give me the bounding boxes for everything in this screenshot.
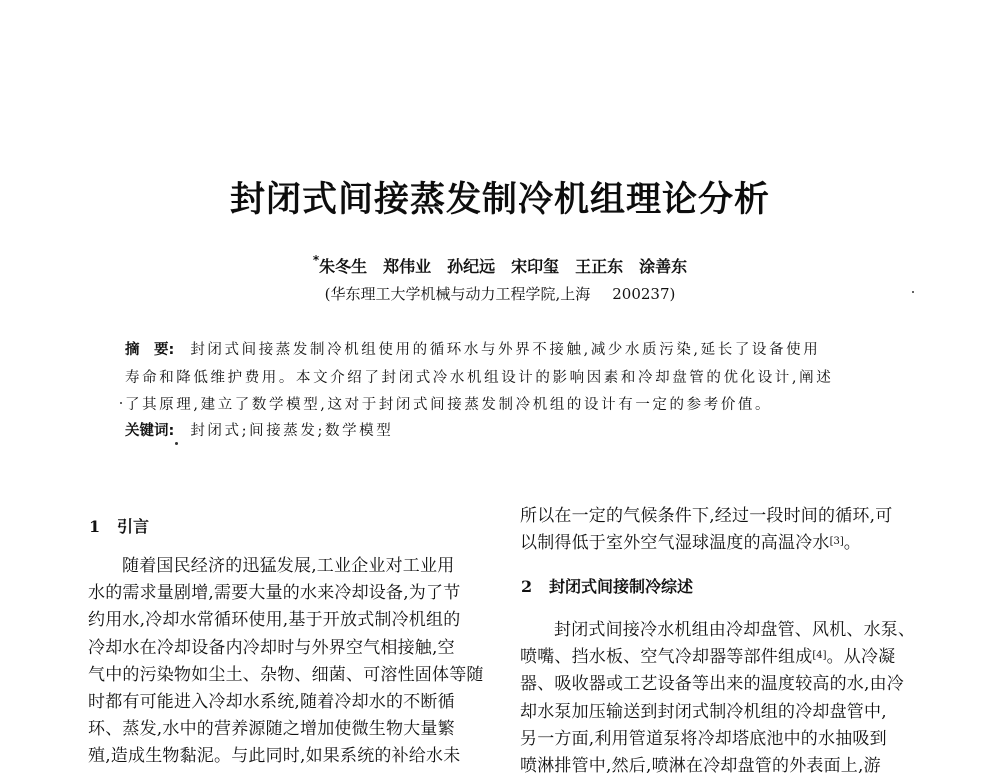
section-number: 1	[89, 517, 101, 536]
keywords-text: 封闭式;间接蒸发;数学模型	[190, 422, 394, 439]
author-name: 朱冬生	[319, 257, 368, 276]
body-line: 器、吸收器或工艺设备等出来的温度较高的水,由冷	[520, 674, 905, 695]
citation-ref: [4]	[812, 650, 827, 662]
author-name: 孙纪远	[447, 257, 496, 276]
section-heading-1	[89, 514, 149, 537]
body-line: 殖,造成生物黏泥。与此同时,如果系统的补给水未	[88, 746, 461, 767]
abstract-label: 摘 要:	[125, 342, 175, 358]
affiliation	[0, 283, 1000, 304]
citation-ref: [3]	[829, 536, 844, 548]
section-number: 2	[521, 577, 533, 596]
abstract-line: 摘 要: 封闭式间接蒸发制冷机组使用的循环水与外界不接触,减少水质污染,延长了设备使用	[125, 342, 821, 358]
scan-speck	[120, 402, 122, 404]
right-column-intro	[520, 503, 920, 557]
body-line: 水的需求量剧增,需要大量的水来冷却设备,为了节	[88, 583, 461, 604]
author-name: 涂善东	[639, 257, 688, 276]
body-line: 喷嘴、挡水板、空气冷却器等部件组成[4]。从冷凝	[520, 647, 896, 668]
section-title: 引言	[117, 517, 150, 536]
body-line: 另一方面,利用管道泵将冷却塔底池中的水抽吸到	[520, 728, 887, 749]
body-line: 随着国民经济的迅猛发展,工业企业对工业用	[122, 556, 455, 576]
scan-speck	[175, 442, 178, 445]
left-column-body	[88, 553, 488, 771]
body-line: 封闭式间接冷水机组由冷却盘管、风机、水泵、	[554, 620, 916, 640]
body-line: 冷却水在冷却设备内冷却时与外界空气相接触,空	[88, 637, 455, 658]
body-line: 以制得低于室外空气湿球温度的高温冷水[3]。	[520, 533, 861, 554]
author-name: 郑伟业	[383, 257, 432, 276]
body-line: 却水泵加压输送到封闭式制冷机组的冷却盘管中,	[520, 701, 887, 722]
body-line: 约用水,冷却水常循环使用,基于开放式制冷机组的	[88, 610, 461, 631]
abstract-block	[125, 337, 890, 445]
body-line: 环、蒸发,水中的营养源随之增加使微生物大量繁	[88, 719, 455, 740]
body-line: 气中的污染物如尘土、杂物、细菌、可溶性固体等随	[88, 664, 484, 685]
author-list	[0, 254, 1000, 277]
abstract-line: 了其原理,建立了数学模型,这对于封闭式间接蒸发制冷机组的设计有一定的参考价值。	[125, 397, 773, 413]
section-heading-2	[521, 574, 693, 597]
body-line: 时都有可能进入冷却水系统,随着冷却水的不断循	[88, 692, 455, 713]
abstract-line: 寿命和降低维护费用。本文介绍了封闭式冷水机组设计的影响因素和冷却盘管的优化设计,阐述	[125, 369, 834, 386]
keywords-label: 关键词:	[125, 422, 175, 439]
body-line: 所以在一定的气候条件下,经过一段时间的循环,可	[520, 506, 893, 526]
corresponding-author-mark: *	[312, 253, 320, 267]
affiliation-postcode: 200237)	[612, 285, 676, 303]
scan-speck	[912, 291, 914, 293]
author-name: 宋印玺	[511, 257, 560, 276]
section-title: 封闭式间接制冷综述	[549, 577, 694, 596]
body-line: 喷淋排管中,然后,喷淋在冷却盘管的外表面上,游	[520, 756, 881, 777]
right-column-body	[520, 617, 920, 780]
author-name: 王正东	[575, 257, 624, 276]
paper-title: 封闭式间接蒸发制冷机组理论分析	[229, 180, 770, 220]
affiliation-institution: (华东理工大学机械与动力工程学院,上海	[324, 285, 591, 303]
keywords-line	[125, 418, 890, 446]
